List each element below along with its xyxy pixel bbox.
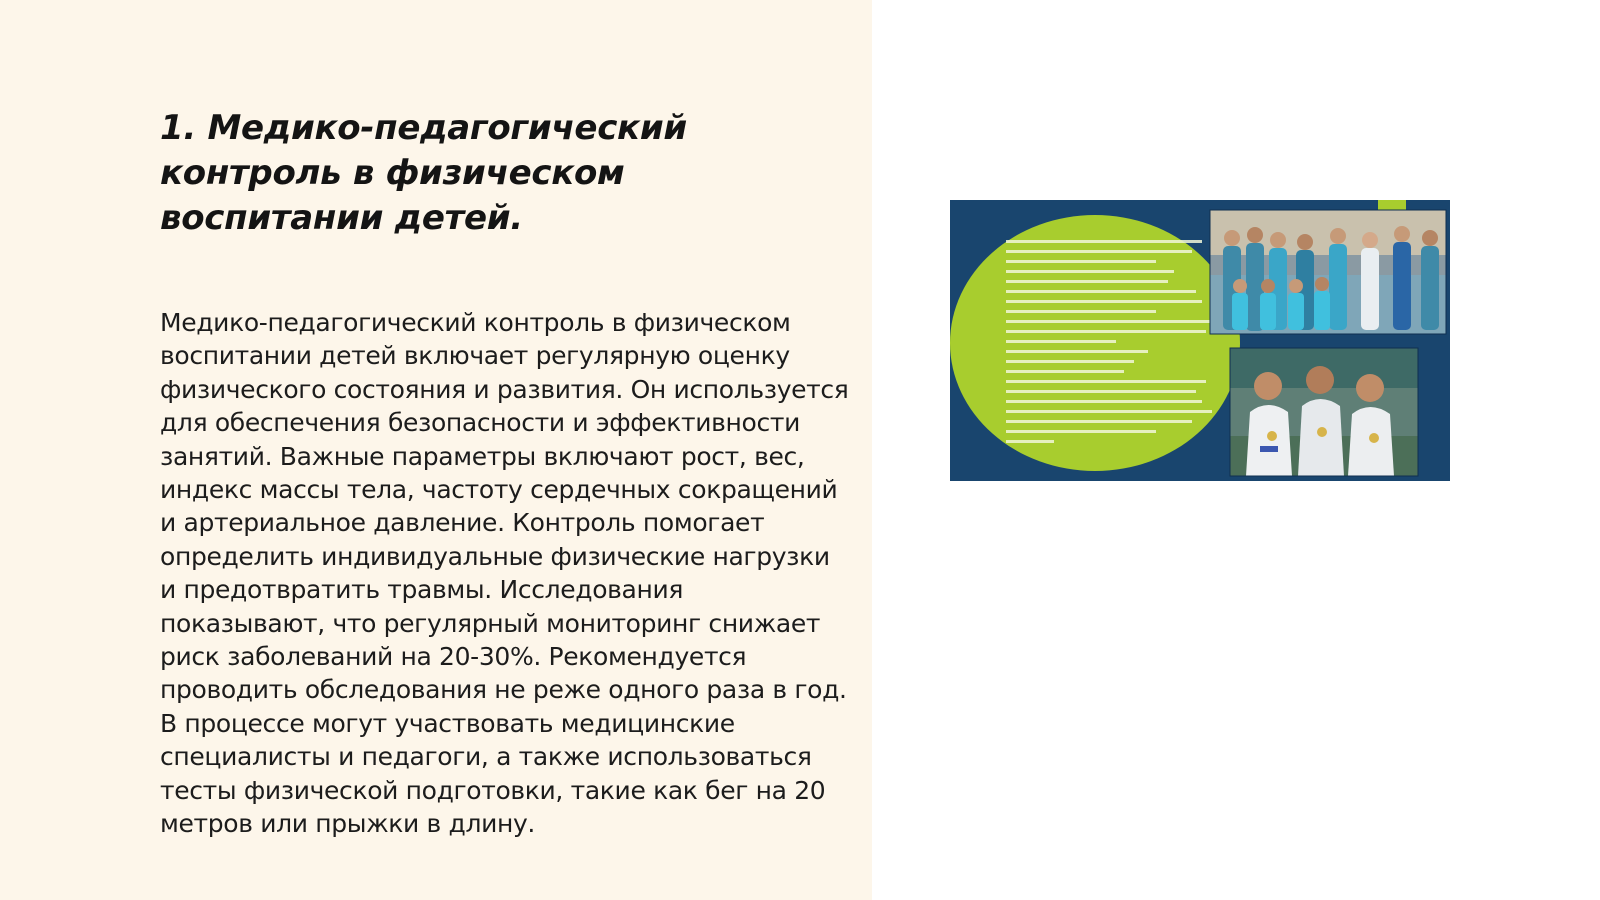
slide-body-text: Медико-педагогический контроль в физическом воспитании детей включает регулярную оценку физического состояния и развития. Он используется для обеспечения безопасности и эффективности занятий. Важные параметры включают рост, вес, индекс массы тела, частоту сердечных сокращений и артериальное давление. Контроль помогает определить индивидуальные физические нагрузки и предотвратить травмы. Исследования показывают, что регулярный мониторинг снижает риск заболеваний на 20-30%. Рекомендуется проводить обследования не реже одного раза в год. В процессе могут участвовать медицинские специалисты и педагоги, а также использоваться тесты физической подготовки, такие как бег на 20 метров или прыжки в длину. [160, 308, 849, 839]
athletes-group-photo [1210, 210, 1446, 334]
slide-title: 1. Медико-педагогический контроль в физическом воспитании детей. [160, 108, 687, 238]
slide-illustration [950, 200, 1450, 481]
judo-athletes-photo [1230, 348, 1418, 476]
